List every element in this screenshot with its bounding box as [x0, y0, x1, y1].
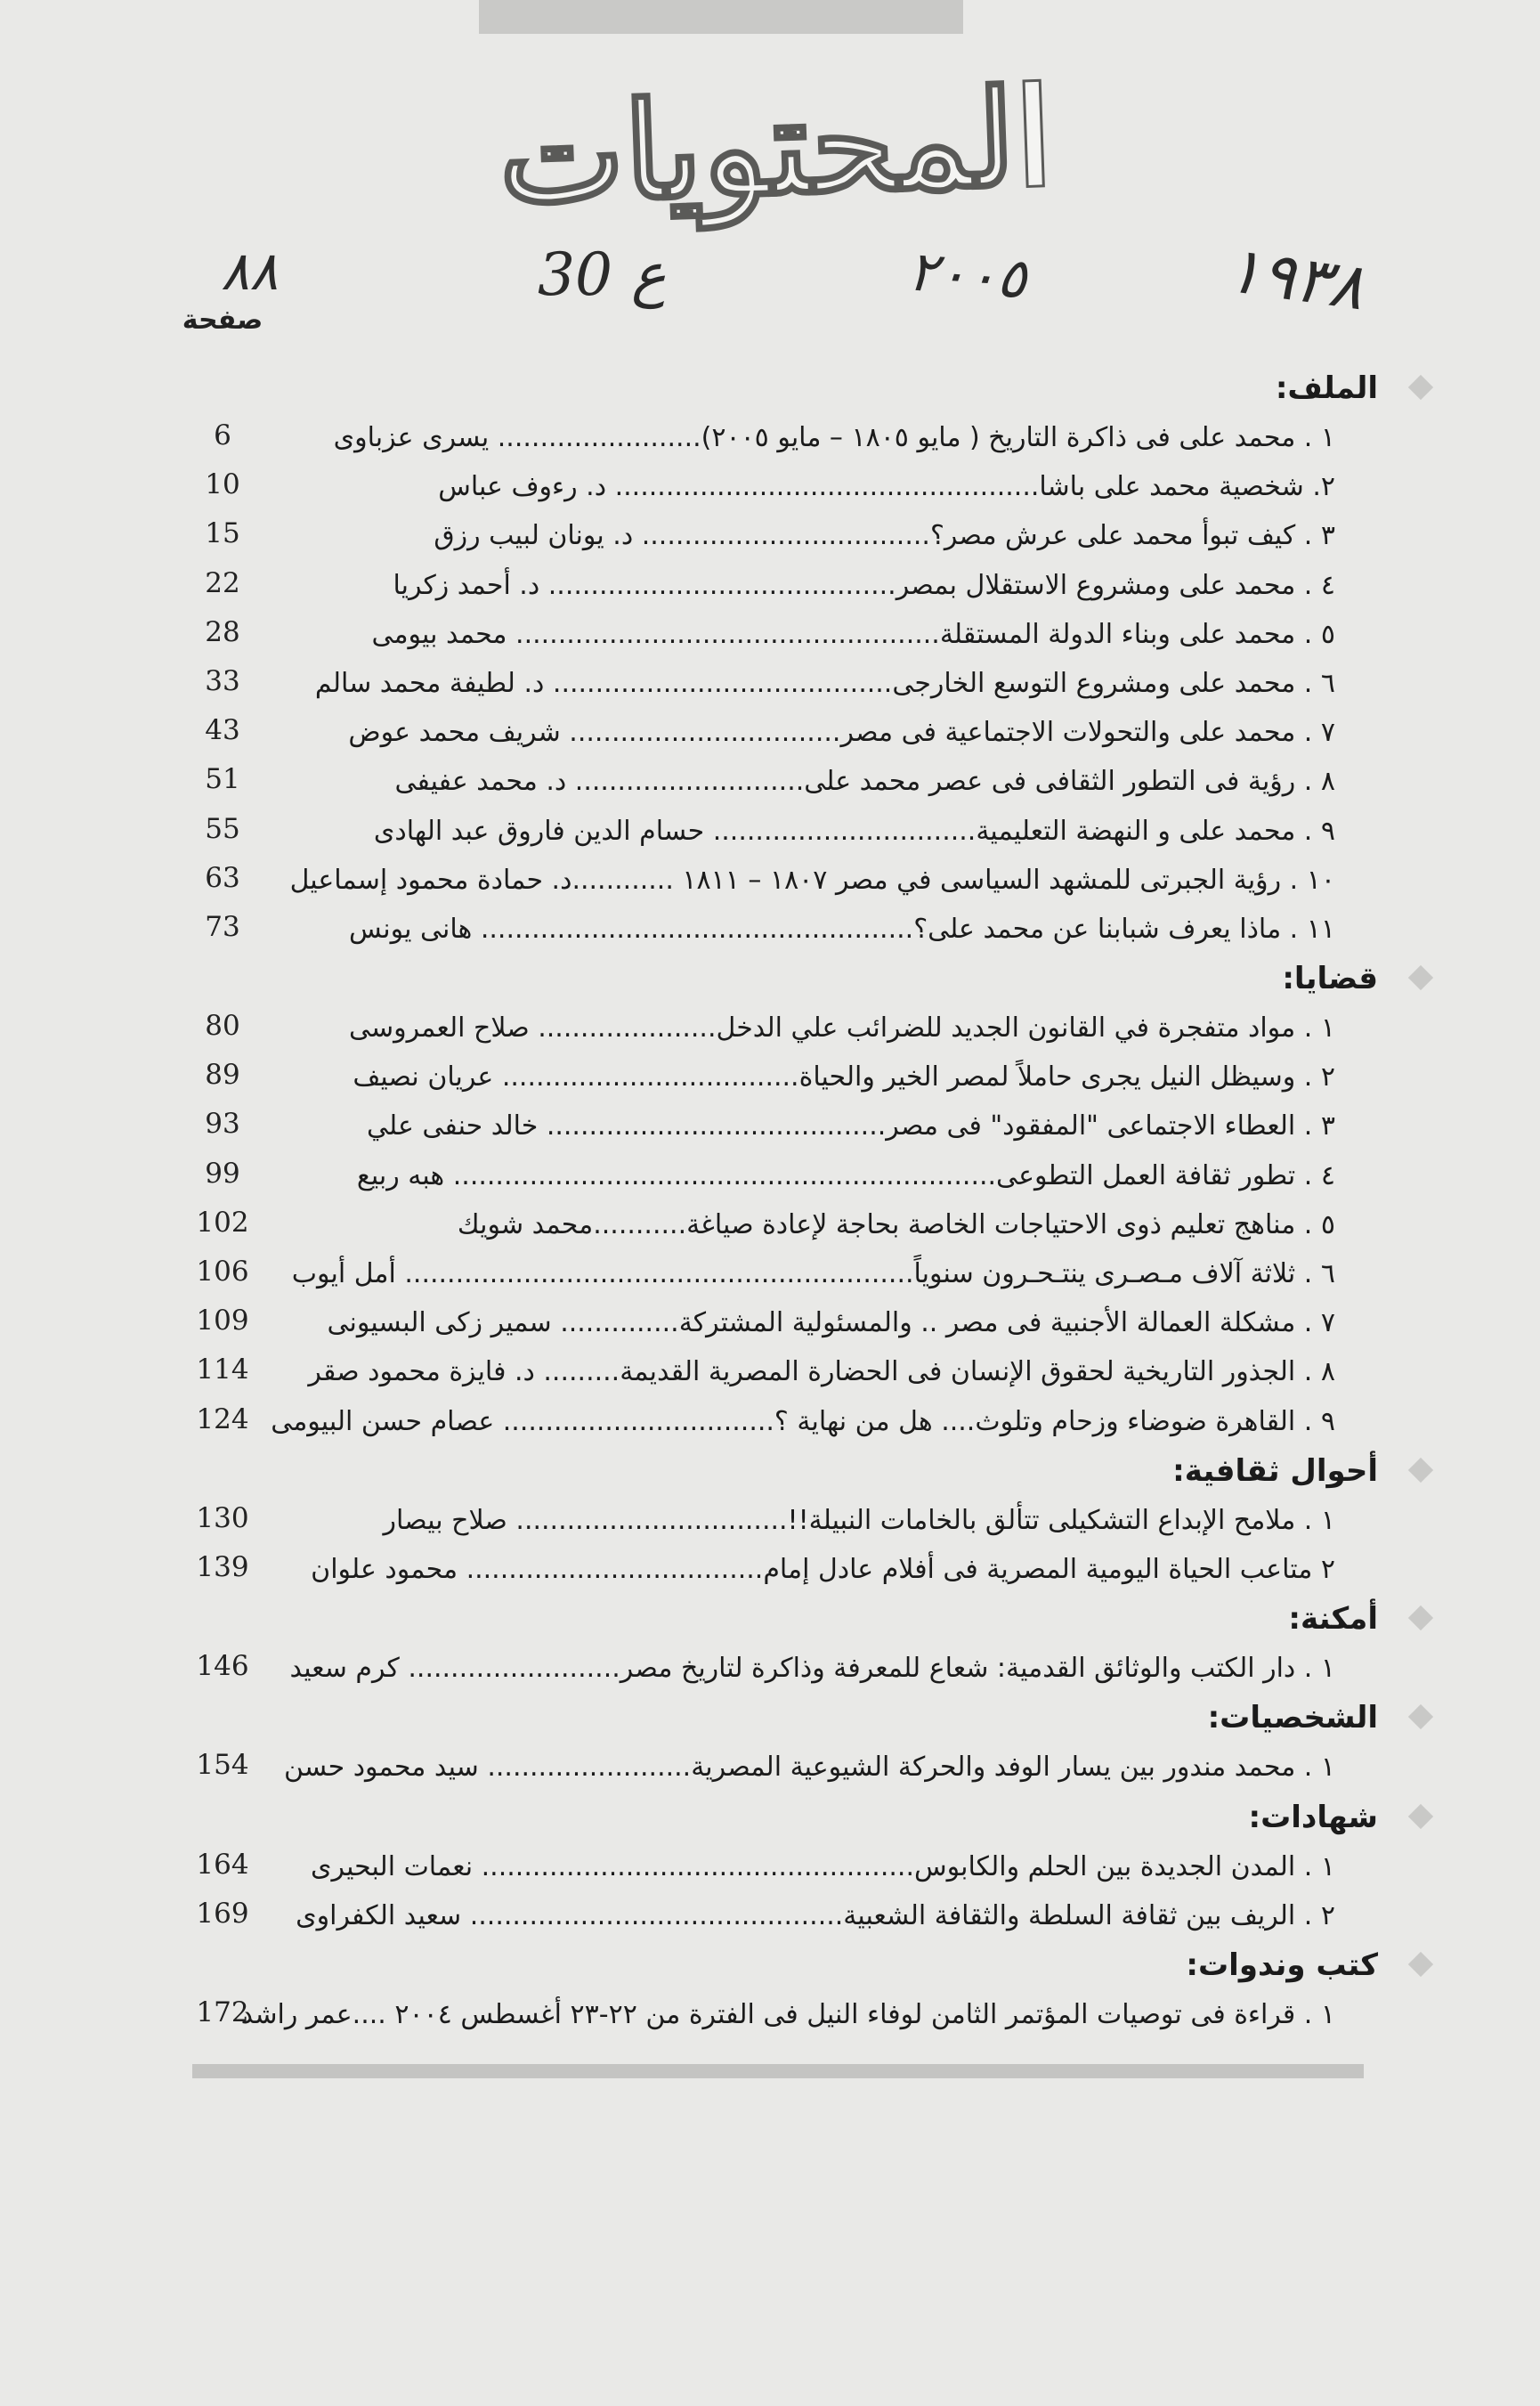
- toc-entry-page-number: 164: [196, 1848, 249, 1881]
- section-heading-label: قضايا:: [1282, 961, 1378, 997]
- toc-entry[interactable]: [178, 1151, 1442, 1200]
- toc-entry-page-number: 109: [196, 1305, 249, 1337]
- table-of-contents: [178, 363, 1442, 2039]
- toc-entry[interactable]: [178, 1249, 1442, 1298]
- section-heading: [178, 1693, 1442, 1743]
- toc-entry[interactable]: [178, 1990, 1442, 2039]
- section-heading: [178, 1940, 1442, 1990]
- toc-entry-text: ٢ . وسيظل النيل يجرى حاملاً لمصر الخير والحياة................................... عريان نصيف: [353, 1061, 1335, 1093]
- diamond-bullet-icon: [1408, 1952, 1433, 1977]
- diamond-bullet-icon: [1408, 375, 1433, 400]
- toc-entry[interactable]: [178, 1004, 1442, 1053]
- toc-entry-page-number: 55: [205, 812, 240, 845]
- toc-entry[interactable]: [178, 1842, 1442, 1891]
- toc-entry-page-number: 43: [205, 714, 240, 747]
- toc-entry[interactable]: [178, 856, 1442, 905]
- toc-entry[interactable]: [178, 1397, 1442, 1446]
- section-heading: [178, 363, 1442, 413]
- handwritten-note-year: ١٩٣٨: [1221, 231, 1369, 325]
- toc-entry-page-number: 139: [196, 1550, 249, 1583]
- section-heading-label: كتب وندوات:: [1186, 1947, 1378, 1983]
- toc-entry-page-number: 80: [205, 1010, 240, 1043]
- toc-entry[interactable]: [178, 1891, 1442, 1940]
- handwritten-note-issue: ع 30: [538, 240, 667, 309]
- handwritten-note-2005: ٢٠٠٥: [905, 238, 1029, 312]
- diamond-bullet-icon: [1408, 965, 1433, 990]
- toc-entry[interactable]: [178, 1496, 1442, 1545]
- section-heading: [178, 1594, 1442, 1644]
- toc-entry-page-number: 106: [196, 1256, 249, 1288]
- toc-entry-page-number: 28: [205, 615, 240, 648]
- toc-entry-text: ٧ . مشكلة العمالة الأجنبية فى مصر .. والمسئولية المشتركة.............. سمير زكى البسيونى: [327, 1307, 1335, 1339]
- toc-entry-text: ٢ متاعب الحياة اليومية المصرية فى أفلام عادل إمام................................... محمود علوان: [311, 1553, 1335, 1585]
- toc-entry-page-number: 114: [196, 1353, 249, 1386]
- toc-entry-page-number: 63: [205, 861, 240, 894]
- toc-entry-page-number: 89: [205, 1059, 240, 1092]
- diamond-bullet-icon: [1408, 1704, 1433, 1729]
- toc-entry[interactable]: [178, 1298, 1442, 1347]
- toc-entry-page-number: 99: [205, 1157, 240, 1190]
- toc-entry-page-number: 154: [196, 1749, 249, 1782]
- toc-entry[interactable]: [178, 708, 1442, 757]
- toc-entry-page-number: 15: [205, 517, 240, 550]
- section-heading: [178, 1792, 1442, 1842]
- toc-entry-text: ٩ . القاهرة ضوضاء وزحام وتلوث.... هل من نهاية ؟................................ عصام حسن البيومى: [271, 1405, 1335, 1437]
- toc-entry-text: ١ . دار الكتب والوثائق القدمية: شعاع للمعرفة وذاكرة لتاريخ مصر......................... كرم سعيد: [289, 1653, 1335, 1685]
- toc-entry[interactable]: [178, 1200, 1442, 1249]
- toc-entry-text: ٢. شخصية محمد على باشا.................................................. د. رءوف عباس: [438, 471, 1335, 503]
- toc-entry-text: ١ . قراءة فى توصيات المؤتمر الثامن لوفاء النيل فى الفترة من ٢٢-٢٣ أغسطس ٢٠٠٤ ....عمر راشد: [240, 1998, 1335, 2030]
- toc-entry-text: ٣ . كيف تبوأ محمد على عرش مصر؟.................................. د. يونان لبيب رزق: [434, 520, 1335, 552]
- section-heading-label: أمكنة:: [1288, 1601, 1378, 1638]
- toc-entry-text: ١٠ . رؤية الجبرتى للمشهد السياسى في مصر ١٨٠٧ – ١٨١١ ............د. حمادة محمود إسماعيل: [289, 864, 1335, 896]
- toc-entry-page-number: 93: [205, 1108, 240, 1141]
- toc-entry[interactable]: [178, 807, 1442, 856]
- toc-entry-page-number: 33: [205, 664, 240, 697]
- toc-entry[interactable]: [178, 659, 1442, 708]
- toc-entry[interactable]: [178, 1347, 1442, 1396]
- toc-entry-page-number: 6: [214, 419, 231, 451]
- toc-entry[interactable]: [178, 413, 1442, 462]
- section-heading: [178, 954, 1442, 1004]
- toc-entry-page-number: 130: [196, 1501, 249, 1534]
- toc-entry[interactable]: [178, 905, 1442, 954]
- toc-entry-text: ١ . مواد متفجرة في القانون الجديد للضرائب علي الدخل..................... صلاح العمروسى: [348, 1012, 1335, 1044]
- toc-entry-text: ١١ . ماذا يعرف شبابنا عن محمد على؟................................................... هانى يونس: [349, 913, 1335, 945]
- diamond-bullet-icon: [1408, 1803, 1433, 1828]
- toc-entry-text: ٣ . العطاء الاجتماعى "المفقود" فى مصر........................................ خالد حنفى علي: [367, 1110, 1335, 1142]
- handwritten-note-page: ٨٨: [221, 240, 279, 303]
- toc-entry[interactable]: [178, 511, 1442, 560]
- toc-entry[interactable]: [178, 1743, 1442, 1792]
- toc-entry-text: ١ . ملامح الإبداع التشكيلى تتألق بالخامات النبيلة!!................................ صلاح بيصار: [383, 1504, 1335, 1536]
- toc-entry-page-number: 172: [196, 1996, 249, 2028]
- toc-entry-text: ٢ . الريف بين ثقافة السلطة والثقافة الشعبية............................................ سعيد الكفراوى: [296, 1899, 1335, 1931]
- toc-entry-text: ٤ . تطور ثقافة العمل التطوعى................................................................ هبه ربيع: [356, 1159, 1335, 1191]
- section-heading-label: شهادات:: [1248, 1799, 1378, 1835]
- page-column-label: صفحة: [182, 305, 263, 336]
- toc-entry[interactable]: [178, 610, 1442, 659]
- toc-entry[interactable]: [178, 1545, 1442, 1594]
- toc-entry-text: ٧ . محمد على والتحولات الاجتماعية فى مصر................................ شريف محمد عوض: [348, 717, 1335, 749]
- toc-entry-text: ٦ . محمد على ومشروع التوسع الخارجى........................................ د. لطيفة محمد سالم: [314, 667, 1335, 699]
- contents-title: المحتويات: [496, 59, 1056, 235]
- diamond-bullet-icon: [1408, 1458, 1433, 1483]
- toc-entry-page-number: 124: [196, 1402, 249, 1435]
- top-tab-band: [479, 0, 963, 34]
- toc-entry-text: ٦ . ثلاثة آلاف مـصـرى ينتـحـرون سنوياً............................................................ أمل أيوب: [291, 1258, 1335, 1289]
- section-heading: [178, 1446, 1442, 1496]
- toc-entry-page-number: 10: [205, 468, 240, 501]
- toc-entry-text: ٨ . الجذور التاريخية لحقوق الإنسان فى الحضارة المصرية القديمة......... د. فايزة محمود صقر: [308, 1356, 1335, 1388]
- toc-entry-page-number: 22: [205, 566, 240, 599]
- handwritten-note-2004: [872, 294, 874, 295]
- section-heading-label: الملف:: [1275, 370, 1378, 406]
- toc-entry[interactable]: [178, 1053, 1442, 1101]
- toc-entry[interactable]: [178, 1101, 1442, 1150]
- toc-entry-page-number: 102: [196, 1206, 249, 1239]
- toc-entry[interactable]: [178, 561, 1442, 610]
- toc-entry-page-number: 146: [196, 1650, 249, 1683]
- toc-entry-page-number: 169: [196, 1897, 249, 1930]
- toc-entry-text: ٩ . محمد على و النهضة التعليمية............................... حسام الدين فاروق عبد الهادى: [373, 815, 1335, 847]
- section-heading-label: أحوال ثقافية:: [1172, 1452, 1378, 1489]
- toc-entry-text: ٥ . مناهج تعليم ذوى الاحتياجات الخاصة بحاجة لإعادة صياغة...........محمد شويك: [457, 1208, 1335, 1240]
- toc-entry-text: ٨ . رؤية فى التطور الثقافى فى عصر محمد على........................... د. محمد عفيفى: [394, 766, 1335, 798]
- toc-entry-page-number: 51: [205, 763, 240, 796]
- toc-entry[interactable]: [178, 757, 1442, 806]
- diamond-bullet-icon: [1408, 1605, 1433, 1630]
- toc-entry-text: ١ . المدن الجديدة بين الحلم والكابوس................................................... نعمات البحيرى: [311, 1850, 1335, 1882]
- section-heading-label: الشخصيات:: [1207, 1700, 1378, 1736]
- toc-entry-page-number: 73: [205, 910, 240, 943]
- toc-entry-text: ١ . محمد مندور بين يسار الوفد والحركة الشيوعية المصرية........................ سيد محمود حسن: [284, 1752, 1335, 1784]
- bottom-rule: [192, 2064, 1364, 2078]
- toc-entry-text: ٥ . محمد على وبناء الدولة المستقلة.................................................. محمد بيومى: [371, 618, 1335, 650]
- toc-entry[interactable]: [178, 1644, 1442, 1693]
- toc-entry[interactable]: [178, 462, 1442, 511]
- toc-entry-text: ١ . محمد على فى ذاكرة التاريخ ( مايو ١٨٠٥ – مايو ٢٠٠٥)........................ يسرى عزباوى: [333, 422, 1335, 453]
- toc-entry-text: ٤ . محمد على ومشروع الاستقلال بمصر......................................... د. أحمد زكريا: [393, 569, 1335, 601]
